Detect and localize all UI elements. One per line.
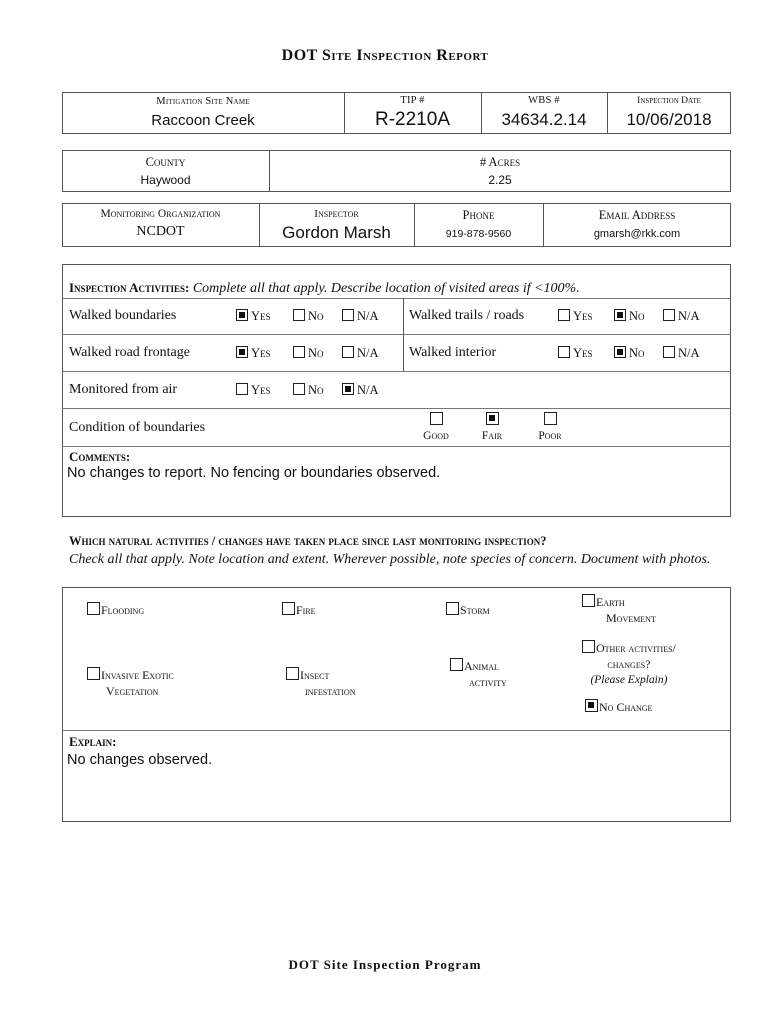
walked-interior-na-checkbox[interactable]	[663, 346, 675, 358]
walked-trails-label: Walked trails / roads	[409, 308, 525, 323]
monitored-from-air-no[interactable]	[293, 383, 324, 398]
comments-label: Comments:	[69, 449, 131, 464]
walked-trails-no[interactable]	[614, 309, 645, 324]
condition-fair-label: Fair	[481, 430, 503, 442]
please-explain-label: (Please Explain)	[590, 674, 668, 686]
walked-interior-no-checkbox[interactable]	[614, 346, 626, 358]
invasive-exotic-label: Invasive Exotic	[101, 668, 174, 682]
animal-label: Animal	[464, 659, 499, 673]
wbs-label: WBS #	[528, 95, 560, 106]
no-label: No	[308, 346, 324, 360]
walked-trails-na-checkbox[interactable]	[663, 309, 675, 321]
walked-road-frontage-no-checkbox[interactable]	[293, 346, 305, 358]
walked-trails-no-checkbox[interactable]	[614, 309, 626, 321]
other-activities-label: Other activities/	[596, 641, 676, 655]
na-label: N/A	[357, 346, 379, 360]
earth-label: Earth	[596, 595, 625, 609]
natural-activities-instruction: Check all that apply. Note location and extent. Wherever possible, note species of concern. Document with photos.	[69, 552, 711, 567]
earth-movement-checkbox[interactable]	[582, 594, 595, 607]
county-value[interactable]: Haywood	[140, 173, 191, 187]
explain-value[interactable]: No changes observed.	[67, 752, 213, 768]
walked-interior-na[interactable]	[663, 346, 700, 361]
flooding-option[interactable]	[87, 602, 144, 618]
fire-option[interactable]	[282, 602, 316, 618]
condition-good[interactable]	[414, 411, 458, 442]
walked-boundaries-label: Walked boundaries	[69, 308, 177, 323]
walked-boundaries-na[interactable]	[342, 309, 379, 324]
walked-boundaries-na-checkbox[interactable]	[342, 309, 354, 321]
walked-road-frontage-no[interactable]	[293, 346, 324, 361]
tip-label: TIP #	[400, 95, 425, 106]
animal-activity-option[interactable]	[450, 658, 507, 690]
footer-text: DOT Site Inspection Program	[288, 957, 482, 972]
monitored-from-air-yes[interactable]	[236, 383, 271, 398]
walked-boundaries-no[interactable]	[293, 309, 324, 324]
walked-interior-no[interactable]	[614, 346, 645, 361]
flooding-label: Flooding	[101, 603, 145, 617]
walked-boundaries-yes-checkbox[interactable]	[236, 309, 248, 321]
explain-label: Explain:	[69, 734, 117, 749]
acres-label: # Acres	[479, 155, 521, 169]
inspector-label: Inspector	[314, 208, 359, 220]
walked-road-frontage-yes[interactable]	[236, 346, 271, 361]
movement-label: Movement	[606, 611, 656, 625]
condition-poor[interactable]	[528, 411, 572, 442]
infestation-label: infestation	[305, 684, 356, 698]
inspection-date-value[interactable]: 10/06/2018	[626, 110, 712, 129]
no-label: No	[629, 346, 645, 360]
tip-value[interactable]: R-2210A	[375, 109, 450, 130]
walked-boundaries-yes[interactable]	[236, 309, 271, 324]
no-label: No	[308, 383, 324, 397]
walked-trails-yes[interactable]	[558, 309, 593, 324]
phone-value[interactable]: 919-878-9560	[445, 228, 512, 240]
no-change-option[interactable]	[585, 699, 652, 715]
walked-road-frontage-yes-checkbox[interactable]	[236, 346, 248, 358]
na-label: N/A	[357, 383, 379, 397]
earth-movement-option[interactable]	[582, 594, 656, 626]
no-change-checkbox[interactable]	[585, 699, 598, 712]
condition-fair-checkbox[interactable]	[486, 412, 499, 425]
walked-trails-na[interactable]	[663, 309, 700, 324]
changes-label: changes?	[607, 657, 651, 671]
condition-poor-label: Poor	[538, 430, 562, 442]
walked-interior-label: Walked interior	[409, 345, 497, 360]
activity-label: activity	[469, 675, 507, 689]
walked-trails-yes-checkbox[interactable]	[558, 309, 570, 321]
activities-instruction: Complete all that apply. Describe location of visited areas if <100%.	[192, 281, 580, 296]
animal-activity-checkbox[interactable]	[450, 658, 463, 671]
activities-heading: Inspection Activities:	[69, 280, 190, 295]
email-label: Email Address	[598, 208, 676, 222]
walked-road-frontage-na-checkbox[interactable]	[342, 346, 354, 358]
other-activities-option[interactable]	[582, 640, 676, 688]
no-label: No	[629, 309, 645, 323]
natural-activities-heading: Which natural activities / changes have taken place since last monitoring inspection?	[69, 534, 547, 548]
walked-road-frontage-na[interactable]	[342, 346, 379, 361]
monitored-from-air-no-checkbox[interactable]	[293, 383, 305, 395]
condition-poor-checkbox[interactable]	[544, 412, 557, 425]
comments-value[interactable]: No changes to report. No fencing or boundaries observed.	[67, 465, 441, 481]
insect-label: Insect	[300, 668, 330, 682]
page-title: DOT Site Inspection Report	[281, 47, 489, 64]
monitored-from-air-yes-checkbox[interactable]	[236, 383, 248, 395]
na-label: N/A	[357, 309, 379, 323]
walked-interior-yes[interactable]	[558, 346, 593, 361]
monitored-from-air-na[interactable]	[342, 383, 379, 398]
yes-label: Yes	[251, 309, 271, 323]
county-label: County	[145, 155, 186, 169]
yes-label: Yes	[251, 383, 271, 397]
acres-value[interactable]: 2.25	[488, 173, 512, 187]
walked-interior-yes-checkbox[interactable]	[558, 346, 570, 358]
condition-good-checkbox[interactable]	[430, 412, 443, 425]
storm-option[interactable]	[446, 602, 490, 618]
insect-infestation-checkbox[interactable]	[286, 667, 299, 680]
no-change-label: No Change	[599, 700, 653, 714]
email-value[interactable]: gmarsh@rkk.com	[593, 228, 681, 240]
site-name-label: Mitigation Site Name	[156, 96, 250, 107]
inspector-value[interactable]: Gordon Marsh	[282, 223, 391, 242]
invasive-exotic-option[interactable]	[87, 667, 174, 699]
monitoring-org-label: Monitoring Organization	[100, 208, 221, 220]
insect-infestation-option[interactable]	[286, 667, 355, 699]
storm-checkbox[interactable]	[446, 602, 459, 615]
walked-road-frontage-label: Walked road frontage	[69, 345, 190, 360]
fire-label: Fire	[296, 603, 316, 617]
yes-label: Yes	[251, 346, 271, 360]
flooding-checkbox[interactable]	[87, 602, 100, 615]
site-name-value[interactable]: Raccoon Creek	[151, 112, 255, 129]
condition-of-boundaries-label: Condition of boundaries	[69, 420, 206, 435]
monitored-from-air-label: Monitored from air	[69, 382, 178, 397]
condition-good-label: Good	[423, 430, 449, 442]
condition-fair[interactable]	[470, 411, 514, 442]
no-label: No	[308, 309, 324, 323]
inspection-date-label: Inspection Date	[637, 96, 701, 106]
yes-label: Yes	[573, 309, 593, 323]
monitoring-org-value[interactable]: NCDOT	[136, 224, 185, 239]
walked-boundaries-no-checkbox[interactable]	[293, 309, 305, 321]
storm-label: Storm	[460, 603, 490, 617]
phone-label: Phone	[462, 208, 495, 222]
monitored-from-air-na-checkbox[interactable]	[342, 383, 354, 395]
na-label: N/A	[678, 346, 700, 360]
wbs-value[interactable]: 34634.2.14	[501, 110, 587, 129]
na-label: N/A	[678, 309, 700, 323]
fire-checkbox[interactable]	[282, 602, 295, 615]
other-activities-checkbox[interactable]	[582, 640, 595, 653]
yes-label: Yes	[573, 346, 593, 360]
activities-heading-line	[69, 280, 580, 297]
vegetation-label: Vegetation	[106, 684, 159, 698]
invasive-exotic-checkbox[interactable]	[87, 667, 100, 680]
